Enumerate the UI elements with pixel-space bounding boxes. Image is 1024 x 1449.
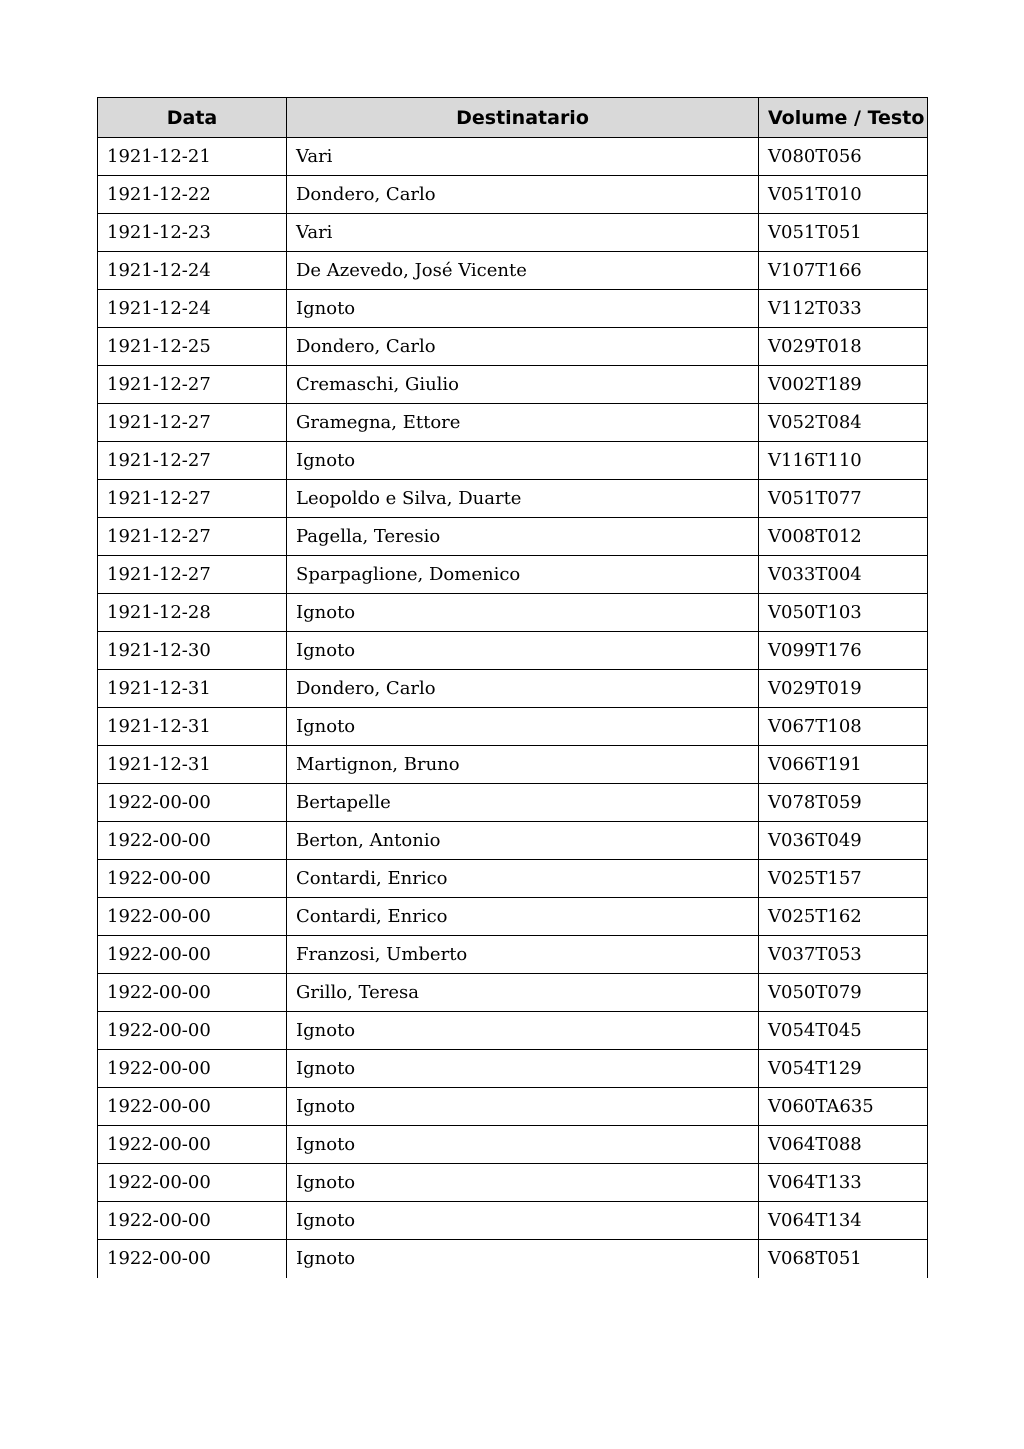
table-row — [98, 480, 928, 518]
table-row — [98, 1050, 928, 1088]
table-row — [98, 936, 928, 974]
cell-volume: V116T110 — [759, 442, 928, 480]
cell-date: 1921-12-23 — [98, 214, 287, 252]
cell-volume: V029T019 — [759, 670, 928, 708]
table-row — [98, 784, 928, 822]
cell-date: 1922-00-00 — [98, 974, 287, 1012]
table-row — [98, 1240, 928, 1278]
column-header-recipient: Destinatario — [287, 98, 759, 138]
table-row — [98, 176, 928, 214]
cell-recipient: Ignoto — [287, 708, 759, 746]
table-row — [98, 974, 928, 1012]
cell-date: 1922-00-00 — [98, 1050, 287, 1088]
cell-date: 1921-12-24 — [98, 252, 287, 290]
table-row — [98, 670, 928, 708]
table-row — [98, 518, 928, 556]
cell-recipient: Ignoto — [287, 1088, 759, 1126]
cell-recipient: Grillo, Teresa — [287, 974, 759, 1012]
cell-volume: V052T084 — [759, 404, 928, 442]
cell-date: 1921-12-27 — [98, 480, 287, 518]
cell-volume: V008T012 — [759, 518, 928, 556]
table-row — [98, 898, 928, 936]
cell-recipient: De Azevedo, José Vicente — [287, 252, 759, 290]
table-row — [98, 1202, 928, 1240]
cell-volume: V107T166 — [759, 252, 928, 290]
cell-recipient: Ignoto — [287, 1126, 759, 1164]
cell-volume: V068T051 — [759, 1240, 928, 1278]
cell-volume: V033T004 — [759, 556, 928, 594]
cell-volume: V064T134 — [759, 1202, 928, 1240]
cell-volume: V051T051 — [759, 214, 928, 252]
cell-volume: V025T157 — [759, 860, 928, 898]
cell-date: 1922-00-00 — [98, 1126, 287, 1164]
table-row — [98, 442, 928, 480]
table-body — [98, 138, 928, 1278]
cell-date: 1921-12-27 — [98, 518, 287, 556]
cell-date: 1921-12-27 — [98, 442, 287, 480]
cell-volume: V051T010 — [759, 176, 928, 214]
cell-date: 1921-12-31 — [98, 746, 287, 784]
letters-table — [97, 97, 928, 1278]
table-row — [98, 252, 928, 290]
cell-recipient: Ignoto — [287, 1202, 759, 1240]
table-row — [98, 632, 928, 670]
cell-recipient: Ignoto — [287, 1012, 759, 1050]
table-row — [98, 860, 928, 898]
cell-date: 1922-00-00 — [98, 1012, 287, 1050]
cell-date: 1922-00-00 — [98, 1164, 287, 1202]
cell-date: 1921-12-31 — [98, 670, 287, 708]
table-row — [98, 1164, 928, 1202]
cell-date: 1921-12-27 — [98, 404, 287, 442]
table-row — [98, 328, 928, 366]
cell-recipient: Ignoto — [287, 594, 759, 632]
table-row — [98, 708, 928, 746]
cell-volume: V067T108 — [759, 708, 928, 746]
cell-recipient: Leopoldo e Silva, Duarte — [287, 480, 759, 518]
cell-recipient: Cremaschi, Giulio — [287, 366, 759, 404]
cell-recipient: Contardi, Enrico — [287, 860, 759, 898]
cell-volume: V066T191 — [759, 746, 928, 784]
table-row — [98, 290, 928, 328]
cell-date: 1921-12-31 — [98, 708, 287, 746]
column-header-date: Data — [98, 98, 287, 138]
cell-date: 1922-00-00 — [98, 1088, 287, 1126]
cell-date: 1921-12-27 — [98, 366, 287, 404]
cell-date: 1922-00-00 — [98, 860, 287, 898]
table-row — [98, 138, 928, 176]
cell-recipient: Contardi, Enrico — [287, 898, 759, 936]
cell-volume: V029T018 — [759, 328, 928, 366]
cell-date: 1922-00-00 — [98, 936, 287, 974]
cell-date: 1922-00-00 — [98, 1240, 287, 1278]
cell-date: 1922-00-00 — [98, 822, 287, 860]
cell-volume: V025T162 — [759, 898, 928, 936]
cell-recipient: Dondero, Carlo — [287, 328, 759, 366]
cell-volume: V060TA635 — [759, 1088, 928, 1126]
cell-recipient: Bertapelle — [287, 784, 759, 822]
cell-recipient: Gramegna, Ettore — [287, 404, 759, 442]
cell-date: 1921-12-27 — [98, 556, 287, 594]
cell-recipient: Ignoto — [287, 442, 759, 480]
cell-volume: V037T053 — [759, 936, 928, 974]
table-row — [98, 822, 928, 860]
cell-recipient: Ignoto — [287, 1050, 759, 1088]
cell-volume: V051T077 — [759, 480, 928, 518]
cell-date: 1922-00-00 — [98, 898, 287, 936]
table-row — [98, 214, 928, 252]
table-row — [98, 366, 928, 404]
cell-date: 1921-12-24 — [98, 290, 287, 328]
table-row — [98, 1012, 928, 1050]
cell-volume: V054T045 — [759, 1012, 928, 1050]
cell-volume: V112T033 — [759, 290, 928, 328]
cell-recipient: Martignon, Bruno — [287, 746, 759, 784]
cell-volume: V064T088 — [759, 1126, 928, 1164]
cell-date: 1922-00-00 — [98, 1202, 287, 1240]
cell-date: 1921-12-21 — [98, 138, 287, 176]
cell-recipient: Pagella, Teresio — [287, 518, 759, 556]
cell-volume: V036T049 — [759, 822, 928, 860]
cell-recipient: Ignoto — [287, 290, 759, 328]
table-row — [98, 594, 928, 632]
cell-recipient: Vari — [287, 214, 759, 252]
cell-recipient: Sparpaglione, Domenico — [287, 556, 759, 594]
cell-volume: V050T079 — [759, 974, 928, 1012]
cell-volume: V099T176 — [759, 632, 928, 670]
cell-recipient: Ignoto — [287, 1164, 759, 1202]
cell-volume: V054T129 — [759, 1050, 928, 1088]
cell-volume: V080T056 — [759, 138, 928, 176]
cell-recipient: Ignoto — [287, 1240, 759, 1278]
table-row — [98, 404, 928, 442]
cell-date: 1921-12-25 — [98, 328, 287, 366]
cell-volume: V002T189 — [759, 366, 928, 404]
cell-date: 1921-12-28 — [98, 594, 287, 632]
table-row — [98, 556, 928, 594]
table-row — [98, 1088, 928, 1126]
cell-volume: V078T059 — [759, 784, 928, 822]
column-header-volume: Volume / Testo — [759, 98, 928, 138]
cell-volume: V064T133 — [759, 1164, 928, 1202]
cell-volume: V050T103 — [759, 594, 928, 632]
cell-recipient: Dondero, Carlo — [287, 670, 759, 708]
cell-recipient: Dondero, Carlo — [287, 176, 759, 214]
cell-date: 1921-12-30 — [98, 632, 287, 670]
cell-date: 1921-12-22 — [98, 176, 287, 214]
table-header-row — [98, 98, 928, 138]
cell-recipient: Franzosi, Umberto — [287, 936, 759, 974]
cell-recipient: Ignoto — [287, 632, 759, 670]
cell-recipient: Berton, Antonio — [287, 822, 759, 860]
cell-recipient: Vari — [287, 138, 759, 176]
table-row — [98, 746, 928, 784]
table-row — [98, 1126, 928, 1164]
cell-date: 1922-00-00 — [98, 784, 287, 822]
